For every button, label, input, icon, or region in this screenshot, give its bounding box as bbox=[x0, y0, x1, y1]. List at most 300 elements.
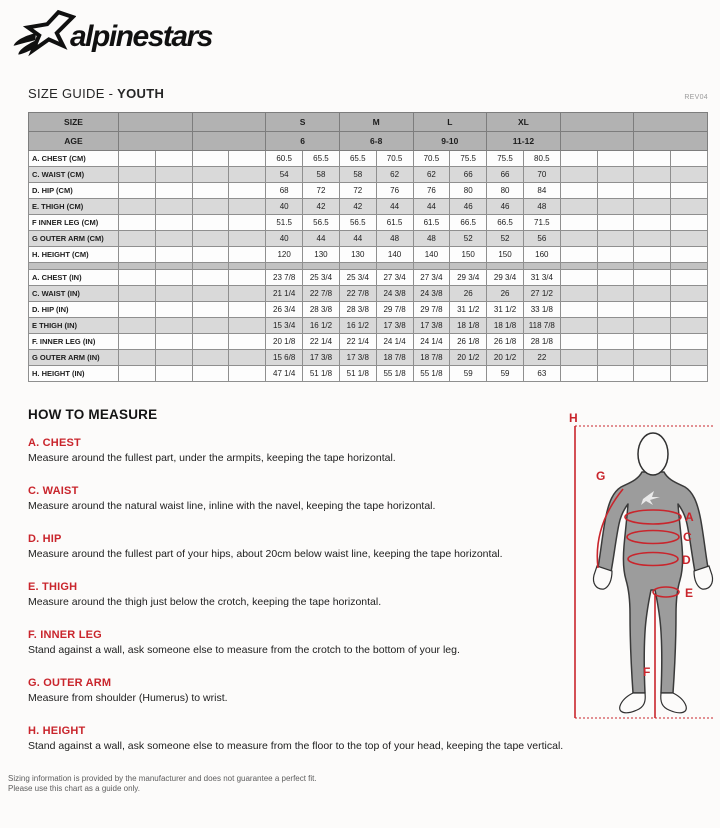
table-cell: 80 bbox=[450, 183, 487, 199]
table-cell: 51 1/8 bbox=[339, 366, 376, 382]
table-cell bbox=[229, 286, 266, 302]
page-title-prefix: SIZE GUIDE - bbox=[28, 86, 118, 101]
header-cell bbox=[192, 132, 266, 151]
row-label: E. THIGH (CM) bbox=[29, 199, 119, 215]
table-cell bbox=[560, 350, 597, 366]
table-cell bbox=[119, 183, 156, 199]
measure-title: G. OUTER ARM bbox=[28, 677, 112, 689]
table-cell: 59 bbox=[450, 366, 487, 382]
header-cell bbox=[634, 113, 708, 132]
table-cell bbox=[560, 231, 597, 247]
measure-text: Measure from shoulder (Humerus) to wrist. bbox=[28, 692, 228, 704]
table-cell bbox=[671, 270, 708, 286]
table-cell bbox=[671, 318, 708, 334]
measure-section-chest bbox=[28, 437, 573, 465]
separator-cell bbox=[450, 263, 487, 270]
page-title-category: YOUTH bbox=[117, 86, 165, 101]
header-cell bbox=[634, 132, 708, 151]
table-cell: 80 bbox=[487, 183, 524, 199]
table-cell bbox=[597, 350, 634, 366]
table-cell: 58 bbox=[303, 167, 340, 183]
table-cell: 20 1/2 bbox=[487, 350, 524, 366]
table-cell: 60.5 bbox=[266, 151, 303, 167]
table-row bbox=[29, 183, 708, 199]
table-cell bbox=[634, 366, 671, 382]
table-cell: 29 7/8 bbox=[413, 302, 450, 318]
table-cell bbox=[119, 247, 156, 263]
table-cell: 21 1/4 bbox=[266, 286, 303, 302]
table-cell: 55 1/8 bbox=[376, 366, 413, 382]
table-row bbox=[29, 247, 708, 263]
table-cell: 59 bbox=[487, 366, 524, 382]
table-cell: 150 bbox=[450, 247, 487, 263]
table-cell bbox=[229, 302, 266, 318]
table-cell bbox=[229, 318, 266, 334]
separator-cell bbox=[523, 263, 560, 270]
table-cell: 46 bbox=[487, 199, 524, 215]
size-table-container bbox=[28, 112, 708, 382]
table-cell bbox=[560, 183, 597, 199]
table-cell: 48 bbox=[376, 231, 413, 247]
table-cell: 61.5 bbox=[413, 215, 450, 231]
table-cell bbox=[560, 151, 597, 167]
table-cell bbox=[119, 366, 156, 382]
row-label: H. HEIGHT (CM) bbox=[29, 247, 119, 263]
table-cell bbox=[192, 215, 229, 231]
table-cell: 29 7/8 bbox=[376, 302, 413, 318]
table-cell bbox=[229, 270, 266, 286]
table-cell: 150 bbox=[487, 247, 524, 263]
table-cell bbox=[671, 350, 708, 366]
table-cell bbox=[229, 247, 266, 263]
table-cell: 20 1/8 bbox=[266, 334, 303, 350]
table-row bbox=[29, 366, 708, 382]
header-cell bbox=[560, 113, 634, 132]
table-cell: 27 3/4 bbox=[376, 270, 413, 286]
table-cell: 18 7/8 bbox=[413, 350, 450, 366]
table-cell: 118 7/8 bbox=[523, 318, 560, 334]
separator-cell bbox=[266, 263, 303, 270]
table-cell bbox=[119, 318, 156, 334]
measure-title: C. WAIST bbox=[28, 485, 79, 497]
table-cell: 80.5 bbox=[523, 151, 560, 167]
figure-label-outer-arm: G bbox=[596, 469, 606, 483]
brand-logo bbox=[12, 8, 212, 58]
separator-cell bbox=[229, 263, 266, 270]
table-cell bbox=[597, 183, 634, 199]
table-cell bbox=[634, 151, 671, 167]
table-cell bbox=[155, 231, 192, 247]
size-table bbox=[28, 112, 708, 382]
row-label: D. HIP (CM) bbox=[29, 183, 119, 199]
measure-text: Stand against a wall, ask someone else to measure from the crotch to the bottom of your leg. bbox=[28, 644, 460, 656]
header-cell: 6-8 bbox=[339, 132, 413, 151]
table-cell: 29 3/4 bbox=[450, 270, 487, 286]
measure-title: E. THIGH bbox=[28, 581, 78, 593]
table-cell: 26 bbox=[450, 286, 487, 302]
figure-label-chest: A bbox=[685, 510, 694, 524]
table-cell bbox=[119, 199, 156, 215]
table-cell bbox=[192, 270, 229, 286]
age-header-row bbox=[29, 132, 708, 151]
table-cell: 70 bbox=[523, 167, 560, 183]
table-cell: 68 bbox=[266, 183, 303, 199]
table-cell bbox=[560, 247, 597, 263]
measurement-figure bbox=[565, 408, 717, 730]
table-cell: 47 1/4 bbox=[266, 366, 303, 382]
table-row bbox=[29, 350, 708, 366]
table-cell: 75.5 bbox=[450, 151, 487, 167]
table-cell bbox=[671, 151, 708, 167]
header-cell bbox=[192, 113, 266, 132]
table-cell bbox=[634, 215, 671, 231]
header-cell bbox=[119, 132, 193, 151]
separator-cell bbox=[376, 263, 413, 270]
measure-text: Measure around the natural waist line, inline with the navel, keeping the tape horizontal. bbox=[28, 500, 436, 512]
table-cell: 48 bbox=[413, 231, 450, 247]
table-cell: 15 6/8 bbox=[266, 350, 303, 366]
table-cell bbox=[155, 318, 192, 334]
table-cell bbox=[634, 247, 671, 263]
table-cell: 56.5 bbox=[339, 215, 376, 231]
table-cell: 52 bbox=[487, 231, 524, 247]
table-cell bbox=[192, 167, 229, 183]
table-cell bbox=[597, 334, 634, 350]
table-cell: 25 3/4 bbox=[339, 270, 376, 286]
table-cell: 140 bbox=[413, 247, 450, 263]
separator-cell bbox=[192, 263, 229, 270]
table-cell: 70.5 bbox=[376, 151, 413, 167]
table-cell bbox=[119, 286, 156, 302]
table-cell bbox=[229, 199, 266, 215]
table-cell: 65.5 bbox=[339, 151, 376, 167]
table-cell: 17 3/8 bbox=[339, 350, 376, 366]
table-cell bbox=[634, 183, 671, 199]
table-cell bbox=[119, 350, 156, 366]
separator-cell bbox=[634, 263, 671, 270]
table-cell: 28 3/8 bbox=[303, 302, 340, 318]
row-label: D. HIP (IN) bbox=[29, 302, 119, 318]
table-cell bbox=[634, 302, 671, 318]
table-cell: 44 bbox=[376, 199, 413, 215]
table-cell: 55 1/8 bbox=[413, 366, 450, 382]
table-cell bbox=[192, 247, 229, 263]
table-cell: 58 bbox=[339, 167, 376, 183]
table-cell: 130 bbox=[303, 247, 340, 263]
separator-cell bbox=[597, 263, 634, 270]
table-cell: 28 3/8 bbox=[339, 302, 376, 318]
table-cell: 75.5 bbox=[487, 151, 524, 167]
table-cell bbox=[560, 286, 597, 302]
table-cell bbox=[155, 167, 192, 183]
brand-logo-text: alpinestars bbox=[70, 20, 212, 53]
table-cell: 66.5 bbox=[450, 215, 487, 231]
table-cell bbox=[560, 318, 597, 334]
table-cell bbox=[634, 318, 671, 334]
table-cell bbox=[560, 167, 597, 183]
table-cell bbox=[671, 286, 708, 302]
table-cell: 24 1/4 bbox=[376, 334, 413, 350]
table-cell bbox=[229, 334, 266, 350]
table-cell bbox=[597, 286, 634, 302]
table-cell: 160 bbox=[523, 247, 560, 263]
row-label: G OUTER ARM (IN) bbox=[29, 350, 119, 366]
row-label: C. WAIST (IN) bbox=[29, 286, 119, 302]
separator-cell bbox=[413, 263, 450, 270]
table-cell bbox=[119, 151, 156, 167]
table-cell: 18 1/8 bbox=[450, 318, 487, 334]
table-cell bbox=[155, 183, 192, 199]
table-cell bbox=[119, 270, 156, 286]
table-cell bbox=[597, 231, 634, 247]
table-cell bbox=[192, 286, 229, 302]
title-row bbox=[28, 86, 708, 101]
table-cell: 26 3/4 bbox=[266, 302, 303, 318]
table-cell: 31 1/2 bbox=[450, 302, 487, 318]
table-cell bbox=[229, 167, 266, 183]
table-cell: 22 1/4 bbox=[339, 334, 376, 350]
table-cell: 51.5 bbox=[266, 215, 303, 231]
table-cell bbox=[229, 350, 266, 366]
measure-text: Measure around the fullest part of your hips, about 20cm below waist line, keeping the tape horizontal. bbox=[28, 548, 503, 560]
table-cell: 52 bbox=[450, 231, 487, 247]
separator-cell bbox=[560, 263, 597, 270]
measure-section-outer-arm bbox=[28, 677, 573, 705]
table-cell bbox=[634, 199, 671, 215]
table-cell bbox=[634, 167, 671, 183]
separator-cell bbox=[119, 263, 156, 270]
table-cell bbox=[597, 199, 634, 215]
table-row bbox=[29, 318, 708, 334]
table-cell bbox=[671, 247, 708, 263]
table-cell: 17 3/8 bbox=[303, 350, 340, 366]
table-cell bbox=[671, 302, 708, 318]
table-cell: 62 bbox=[413, 167, 450, 183]
table-cell: 66.5 bbox=[487, 215, 524, 231]
table-cell: 25 3/4 bbox=[303, 270, 340, 286]
table-row bbox=[29, 231, 708, 247]
header-label: SIZE bbox=[29, 113, 119, 132]
table-cell bbox=[671, 167, 708, 183]
row-label: F INNER LEG (CM) bbox=[29, 215, 119, 231]
table-cell bbox=[155, 247, 192, 263]
table-cell bbox=[192, 366, 229, 382]
header-cell: XL bbox=[487, 113, 561, 132]
table-cell: 22 7/8 bbox=[339, 286, 376, 302]
row-label: C. WAIST (CM) bbox=[29, 167, 119, 183]
table-cell: 18 1/8 bbox=[487, 318, 524, 334]
table-cell: 22 bbox=[523, 350, 560, 366]
figure-label-inner-leg: F bbox=[643, 665, 651, 679]
table-cell: 62 bbox=[376, 167, 413, 183]
table-cell: 66 bbox=[450, 167, 487, 183]
table-cell bbox=[597, 318, 634, 334]
table-cell bbox=[155, 334, 192, 350]
table-cell bbox=[634, 334, 671, 350]
row-label: F. INNER LEG (IN) bbox=[29, 334, 119, 350]
table-cell bbox=[155, 199, 192, 215]
disclaimer bbox=[8, 774, 317, 794]
header-cell: 11-12 bbox=[487, 132, 561, 151]
table-cell: 28 1/8 bbox=[523, 334, 560, 350]
table-cell bbox=[671, 183, 708, 199]
table-cell: 27 3/4 bbox=[413, 270, 450, 286]
table-cell: 22 7/8 bbox=[303, 286, 340, 302]
table-cell: 40 bbox=[266, 199, 303, 215]
table-cell: 26 bbox=[487, 286, 524, 302]
alpinestars-star-icon bbox=[12, 8, 76, 58]
separator-cell bbox=[155, 263, 192, 270]
table-cell: 24 3/8 bbox=[376, 286, 413, 302]
measure-section-hip bbox=[28, 533, 573, 561]
table-cell bbox=[597, 270, 634, 286]
table-row bbox=[29, 302, 708, 318]
size-header-row bbox=[29, 113, 708, 132]
table-cell bbox=[634, 270, 671, 286]
table-cell: 120 bbox=[266, 247, 303, 263]
table-cell: 18 7/8 bbox=[376, 350, 413, 366]
table-cell: 26 1/8 bbox=[487, 334, 524, 350]
row-label: E THIGH (IN) bbox=[29, 318, 119, 334]
separator-row bbox=[29, 263, 708, 270]
table-cell bbox=[155, 270, 192, 286]
table-cell bbox=[155, 215, 192, 231]
table-cell bbox=[192, 231, 229, 247]
table-cell: 16 1/2 bbox=[339, 318, 376, 334]
separator-cell bbox=[487, 263, 524, 270]
table-cell: 16 1/2 bbox=[303, 318, 340, 334]
table-cell: 76 bbox=[413, 183, 450, 199]
header-cell bbox=[560, 132, 634, 151]
table-cell bbox=[229, 215, 266, 231]
table-cell: 48 bbox=[523, 199, 560, 215]
table-cell bbox=[597, 366, 634, 382]
table-cell: 24 1/4 bbox=[413, 334, 450, 350]
how-to-measure-section bbox=[28, 407, 573, 773]
table-cell bbox=[671, 215, 708, 231]
measure-section-height bbox=[28, 725, 573, 753]
row-label: A. CHEST (CM) bbox=[29, 151, 119, 167]
table-cell bbox=[192, 334, 229, 350]
revision-label: REV04 bbox=[684, 94, 708, 101]
table-cell bbox=[229, 151, 266, 167]
table-cell: 56 bbox=[523, 231, 560, 247]
table-cell bbox=[597, 151, 634, 167]
separator-cell bbox=[339, 263, 376, 270]
table-cell: 26 1/8 bbox=[450, 334, 487, 350]
table-cell: 40 bbox=[266, 231, 303, 247]
table-cell: 76 bbox=[376, 183, 413, 199]
table-cell bbox=[229, 231, 266, 247]
header-cell bbox=[119, 113, 193, 132]
table-cell bbox=[560, 270, 597, 286]
table-cell bbox=[119, 334, 156, 350]
table-cell: 72 bbox=[303, 183, 340, 199]
table-cell bbox=[597, 302, 634, 318]
table-cell bbox=[192, 302, 229, 318]
table-cell: 17 3/8 bbox=[376, 318, 413, 334]
table-cell bbox=[560, 215, 597, 231]
table-cell bbox=[155, 302, 192, 318]
table-cell: 27 1/2 bbox=[523, 286, 560, 302]
table-cell: 17 3/8 bbox=[413, 318, 450, 334]
how-to-measure-heading: HOW TO MEASURE bbox=[28, 407, 158, 422]
table-cell bbox=[155, 286, 192, 302]
figure-label-thigh: E bbox=[685, 586, 694, 600]
table-cell bbox=[560, 366, 597, 382]
table-cell bbox=[597, 215, 634, 231]
table-cell bbox=[192, 199, 229, 215]
table-cell bbox=[560, 334, 597, 350]
table-cell: 63 bbox=[523, 366, 560, 382]
table-cell: 42 bbox=[339, 199, 376, 215]
measure-title: F. INNER LEG bbox=[28, 629, 102, 641]
table-cell: 70.5 bbox=[413, 151, 450, 167]
table-cell bbox=[119, 302, 156, 318]
table-cell bbox=[229, 183, 266, 199]
table-cell bbox=[155, 151, 192, 167]
disclaimer-line1: Sizing information is provided by the manufacturer and does not guarantee a perfect fit. bbox=[8, 774, 317, 783]
table-cell bbox=[119, 167, 156, 183]
header-cell: S bbox=[266, 113, 340, 132]
measure-title: H. HEIGHT bbox=[28, 725, 86, 737]
header-cell: L bbox=[413, 113, 487, 132]
measure-section-inner-leg bbox=[28, 629, 573, 657]
table-cell bbox=[192, 350, 229, 366]
measure-title: D. HIP bbox=[28, 533, 62, 545]
measure-section-thigh bbox=[28, 581, 573, 609]
row-label: H. HEIGHT (IN) bbox=[29, 366, 119, 382]
table-cell: 54 bbox=[266, 167, 303, 183]
separator-cell bbox=[29, 263, 119, 270]
table-row bbox=[29, 199, 708, 215]
measure-text: Stand against a wall, ask someone else to measure from the floor to the top of your head, keeping the tape vertical. bbox=[28, 740, 564, 752]
header-cell: M bbox=[339, 113, 413, 132]
table-row bbox=[29, 215, 708, 231]
table-cell bbox=[597, 167, 634, 183]
measure-text: Measure around the thigh just below the crotch, keeping the tape horizontal. bbox=[28, 596, 382, 608]
table-cell: 22 1/4 bbox=[303, 334, 340, 350]
table-cell: 51 1/8 bbox=[303, 366, 340, 382]
header-label: AGE bbox=[29, 132, 119, 151]
table-cell bbox=[229, 366, 266, 382]
table-cell: 20 1/2 bbox=[450, 350, 487, 366]
table-cell bbox=[119, 231, 156, 247]
table-cell: 140 bbox=[376, 247, 413, 263]
table-row bbox=[29, 167, 708, 183]
figure-label-waist: C bbox=[683, 530, 692, 544]
table-cell: 84 bbox=[523, 183, 560, 199]
table-cell: 24 3/8 bbox=[413, 286, 450, 302]
separator-cell bbox=[671, 263, 708, 270]
separator-cell bbox=[303, 263, 340, 270]
table-cell bbox=[192, 151, 229, 167]
table-cell bbox=[597, 247, 634, 263]
table-cell bbox=[671, 366, 708, 382]
table-cell: 31 3/4 bbox=[523, 270, 560, 286]
table-cell bbox=[634, 286, 671, 302]
table-cell bbox=[634, 231, 671, 247]
table-cell bbox=[634, 350, 671, 366]
table-cell: 65.5 bbox=[303, 151, 340, 167]
table-cell: 31 1/2 bbox=[487, 302, 524, 318]
table-cell bbox=[560, 302, 597, 318]
table-cell: 44 bbox=[339, 231, 376, 247]
figure-label-height: H bbox=[569, 411, 578, 425]
table-row bbox=[29, 270, 708, 286]
table-cell bbox=[560, 199, 597, 215]
table-cell: 42 bbox=[303, 199, 340, 215]
